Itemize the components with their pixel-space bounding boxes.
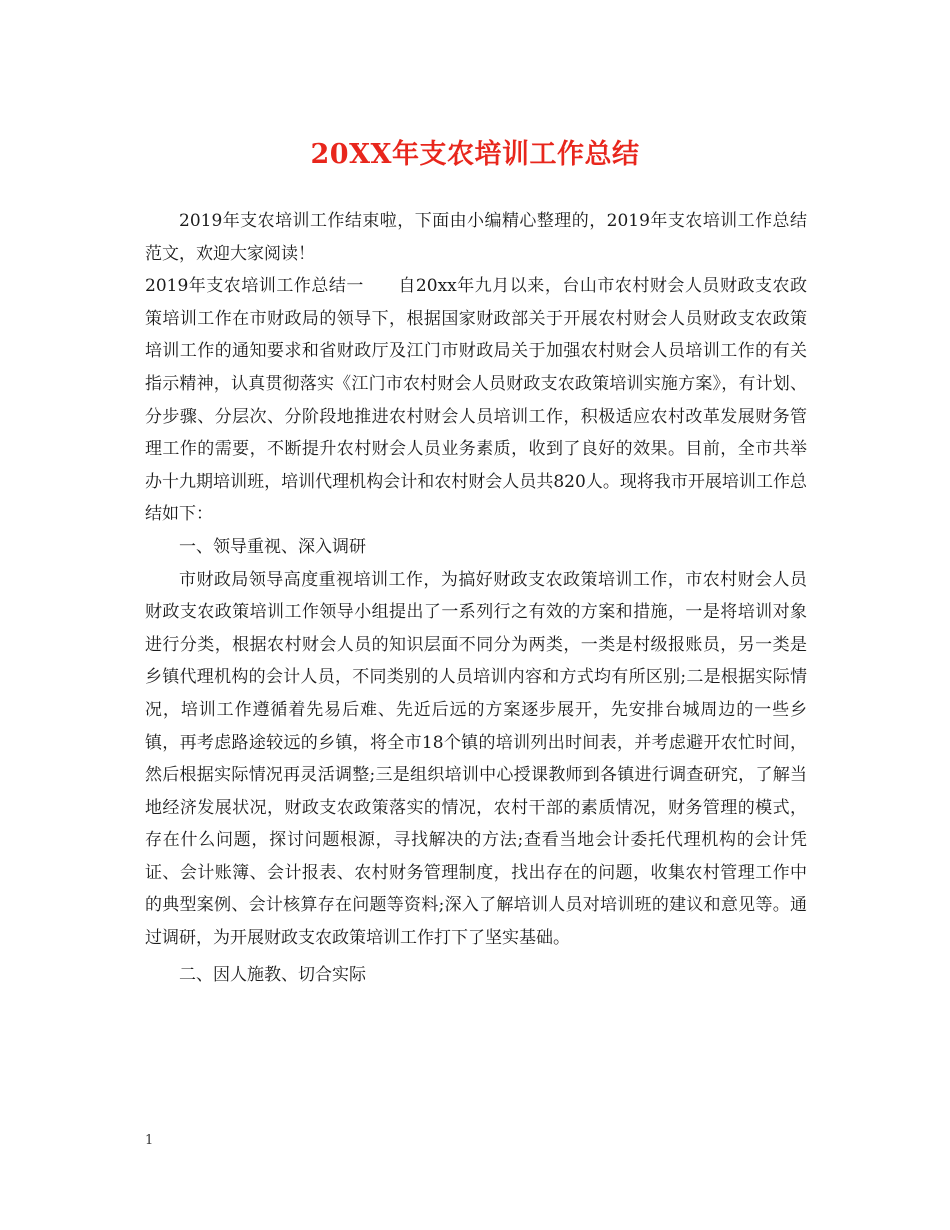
section-heading-2: 二、因人施教、切合实际 [179, 964, 366, 985]
summary-paragraph [145, 270, 807, 531]
section-paragraph-1: 市财政局领导高度重视培训工作，为搞好财政支农政策培训工作，市农村财会人员财政支农政策培训工作领导小组提出了一系列行之有效的方案和措施，一是将培训对象进行分类，根据农村财会人员的知识层面不同分为两类，一类是村级报账员，另一类是乡镇代理机构的会计人员，不同类别的人员培训内容和方式均有所区别;二是根据实际情况，培训工作遵循着先易后难、先近后远的方案逐步展开，先安排台城周边的一些乡镇，再考虑路途较远的乡镇，将全市18个镇的培训列出时间表，并考虑避开农忙时间，然后根据实际情况再灵活调整;三是组织培训中心授课教师到各镇进行调查研究，了解当地经济发展状况，财政支农政策落实的情况，农村干部的素质情况，财务管理的模式，存在什么问题，探讨问题根源，寻找解决的方法;查看当地会计委托代理机构的会计凭证、会计账簿、会计报表、农村财务管理制度，找出存在的问题，收集农村管理工作中的典型案例、会计核算存在问题等资料;深入了解培训人员对培训班的建议和意见等。通过调研，为开展财政支农政策培训工作打下了坚实基础。 [145, 569, 807, 949]
document-title: 20XX年支农培训工作总结 [310, 139, 640, 170]
summary-heading: 2019年支农培训工作总结一 [145, 276, 364, 297]
document-body [145, 205, 807, 991]
page-number: 1 [145, 1133, 154, 1148]
summary-body: 自20xx年九月以来，台山市农村财会人员财政支农政策培训工作在市财政局的领导下，根据国家财政部关于开展农村财会人员财政支农政策培训工作的通知要求和省财政厅及江门市财政局关于加强农村财会人员培训工作的有关指示精神，认真贯彻落实《江门市农村财会人员财政支农政策培训实施方案》，有计划、分步骤、分层次、分阶段地推进农村财会人员培训工作，积极适应农村改革发展财务管理工作的需要，不断提升农村财会人员业务素质，收到了良好的效果。目前，全市共举办十九期培训班，培训代理机构会计和农村财会人员共820人。现将我市开展培训工作总结如下： [145, 276, 807, 525]
intro-paragraph: 2019年支农培训工作结束啦，下面由小编精心整理的，2019年支农培训工作总结范文，欢迎大家阅读！ [145, 211, 807, 264]
section-heading-1: 一、领导重视、深入调研 [179, 536, 366, 557]
